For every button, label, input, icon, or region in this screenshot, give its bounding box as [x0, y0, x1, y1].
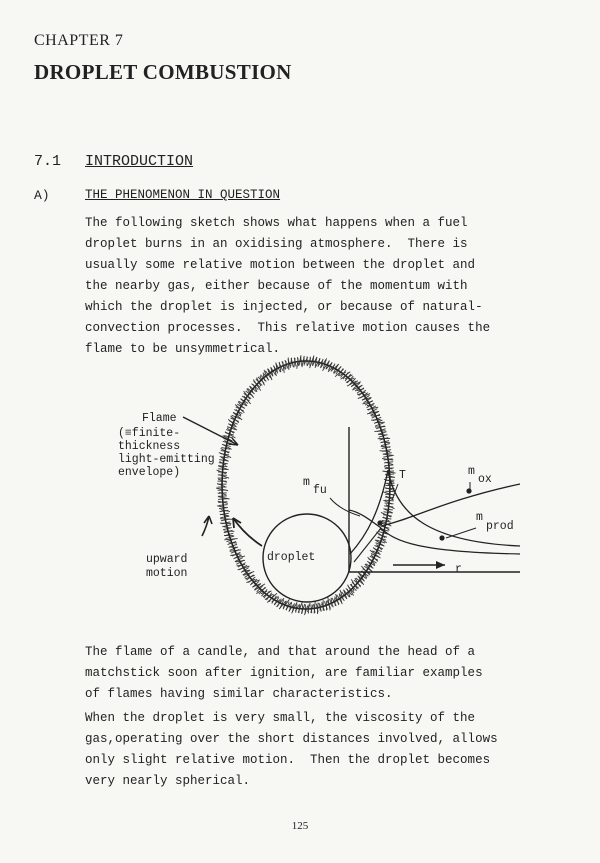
flame-hatch-stroke [371, 415, 380, 416]
arrowhead-icon [436, 561, 445, 569]
text-line: matchstick soon after ignition, are familiar examples [85, 666, 483, 680]
page-number: 125 [291, 820, 309, 832]
text-line: of flames having similar characteristics. [85, 687, 393, 701]
flame-note-line: thickness [118, 440, 181, 453]
flame-note-line: envelope) [118, 466, 181, 479]
flame-hatch-stroke [371, 420, 381, 421]
paragraph-small-droplet [85, 708, 545, 792]
upward-motion-label: upward [146, 553, 188, 566]
product-label-leader [446, 528, 476, 538]
flame-hatch-stroke [381, 446, 390, 447]
subsection-title: THE PHENOMENON IN QUESTION [85, 188, 281, 202]
flame-label: Flame [142, 412, 177, 425]
flame-hatch-stroke [383, 454, 393, 455]
paragraph-candle [85, 642, 545, 705]
flow-arrow [233, 518, 262, 546]
flame-hatch-stroke [297, 359, 298, 369]
text-line: usually some relative motion between the droplet and [85, 258, 476, 272]
flame-hatch-stroke [220, 519, 232, 520]
upward-arrow [202, 516, 209, 536]
flame-hatch-stroke [383, 492, 395, 496]
curve-marker [377, 520, 382, 525]
label-sub-fu: fu [313, 484, 327, 497]
flame-hatch-stroke [335, 598, 336, 606]
subsection-letter: A) [34, 188, 50, 203]
text-line: the nearby gas, either because of the momentum with [85, 279, 468, 293]
section-title: INTRODUCTION [85, 153, 194, 170]
text-line: only slight relative motion. Then the droplet becomes [85, 753, 491, 767]
paragraph-intro [85, 213, 545, 360]
label-m: m [303, 476, 310, 489]
droplet-label: droplet [267, 551, 316, 564]
text-line: droplet burns in an oxidising atmosphere. There is [85, 237, 468, 251]
flame-hatch-stroke [375, 422, 385, 423]
text-line: gas,operating over the short distances involved, allows [85, 732, 498, 746]
droplet-flame-sketch [0, 350, 600, 640]
label-sub-ox: ox [478, 473, 492, 486]
upward-motion-label: motion [146, 567, 188, 580]
flame-note-line: (≡finite- [118, 427, 181, 440]
flame-hatch-stroke [291, 358, 292, 367]
flame-note-line: light-emitting [118, 453, 215, 466]
flame-hatch-stroke [374, 431, 385, 432]
flame-hatch-stroke [294, 358, 295, 367]
text-line: The following sketch shows what happens when a fuel [85, 216, 468, 230]
text-line: very nearly spherical. [85, 774, 251, 788]
text-line: convection processes. This relative motion causes the [85, 321, 491, 335]
flame-hatch-stroke [217, 506, 226, 508]
curve-marker [466, 488, 471, 493]
text-line: which the droplet is injected, or because of natural- [85, 300, 483, 314]
label-sub-prod: prod [486, 520, 514, 533]
text-line: When the droplet is very small, the viscosity of the [85, 711, 476, 725]
temperature-curve [350, 470, 520, 554]
profile-axes [349, 427, 520, 572]
label-r: r [455, 563, 462, 576]
text-line: flame to be unsymmetrical. [85, 342, 281, 356]
label-m: m [476, 511, 483, 524]
flame-hatch-stroke [331, 598, 332, 607]
section-number: 7.1 [34, 153, 62, 170]
text-line: The flame of a candle, and that around the head of a [85, 645, 476, 659]
label-T: T [399, 469, 406, 482]
flame-hatch-stroke [220, 523, 231, 524]
label-m: m [468, 465, 475, 478]
flame-hatch-stroke [379, 434, 387, 435]
flame-hatch-stroke [375, 427, 385, 428]
chapter-title: DROPLET COMBUSTION [34, 60, 292, 84]
fuel-label-leader [330, 498, 360, 516]
chapter-label: CHAPTER 7 [34, 32, 124, 49]
curve-marker [439, 535, 444, 540]
